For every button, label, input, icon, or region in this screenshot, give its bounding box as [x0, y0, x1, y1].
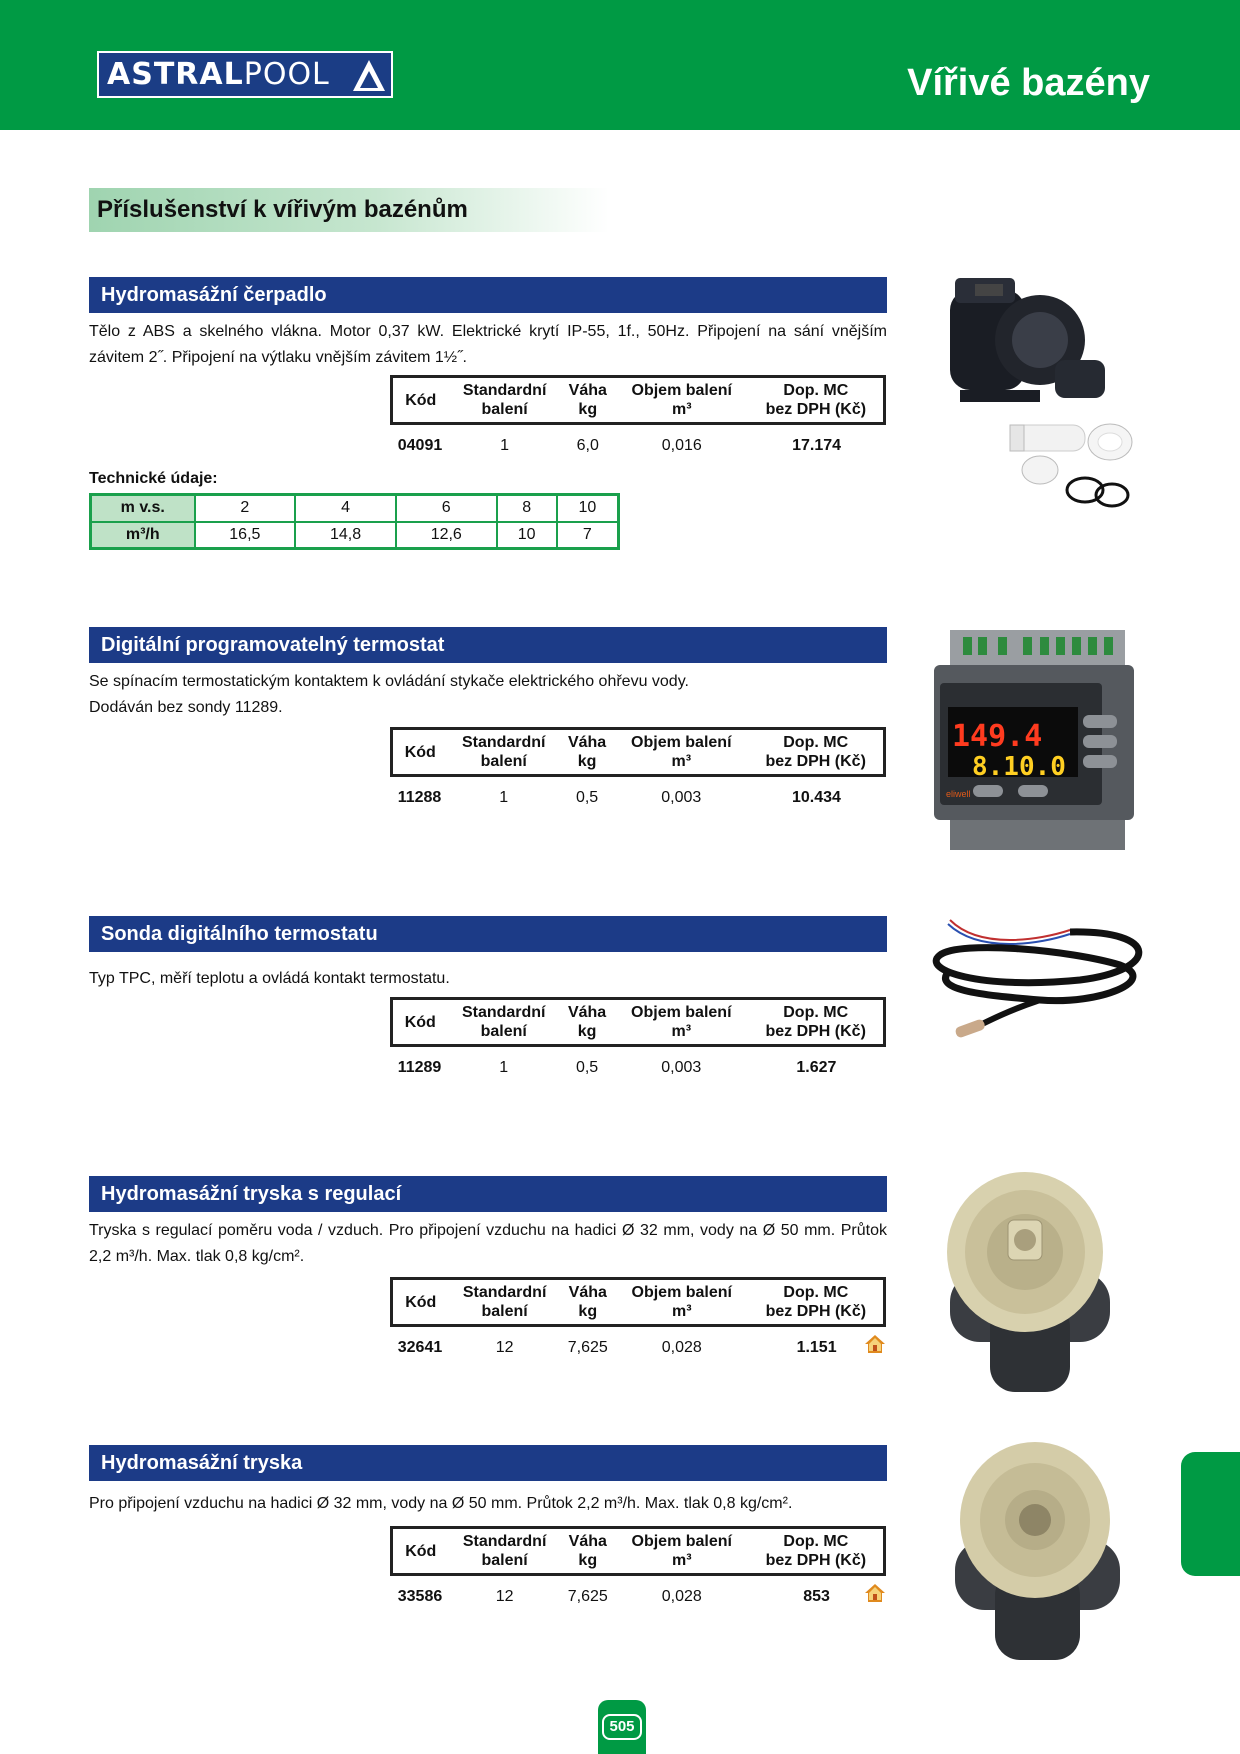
house-icon: [864, 1333, 886, 1355]
cell-packing: 12: [495, 1588, 514, 1605]
col-packing-l1: Standardní: [462, 382, 547, 399]
col-packing: [449, 1279, 561, 1326]
product-pump: [89, 277, 887, 454]
col-price-l1: Dop. MC: [783, 382, 849, 399]
col-packing-l2: balení: [481, 1552, 528, 1569]
table-row: [392, 1575, 885, 1607]
astralpool-logo: [97, 51, 393, 98]
col-price-l2: bez DPH (Kč): [765, 1303, 867, 1320]
tech-cell: 6: [396, 495, 497, 522]
logo-triangle-icon: [349, 55, 389, 95]
col-code: Kód: [392, 377, 449, 424]
col-packing-l1: Standardní: [461, 1004, 546, 1021]
tech-table: [89, 493, 620, 550]
tech-cell: 14,8: [295, 522, 396, 549]
cell-code: 04091: [397, 437, 443, 454]
col-packing-l1: Standardní: [462, 1284, 547, 1301]
col-weight-l1: Váha: [567, 734, 607, 751]
col-code: Kód: [392, 999, 448, 1046]
tech-row-label: m v.s.: [91, 495, 195, 522]
col-price: [748, 729, 884, 776]
tech-cell: 10: [497, 522, 557, 549]
col-price-l1: Dop. MC: [783, 734, 849, 751]
cell-volume: 0,003: [661, 1059, 702, 1076]
cell-volume: 0,028: [661, 1339, 702, 1356]
col-weight-l2: kg: [577, 753, 597, 770]
section-title: Příslušenství k vířivým bazénům: [97, 196, 468, 223]
col-volume-l1: Objem balení: [631, 1284, 732, 1301]
logo-text-light: POOL: [243, 57, 330, 92]
product-title: Digitální programovatelný termostat: [89, 627, 887, 663]
thermostat-image: [928, 625, 1143, 860]
side-tab: [1181, 1452, 1240, 1576]
cell-volume: 0,028: [661, 1588, 702, 1605]
cell-packing: 1: [499, 789, 509, 806]
product-description: Typ TPC, měří teplotu a ovládá kontakt termostatu.: [89, 970, 450, 987]
cell-weight: 6,0: [576, 437, 599, 454]
col-price-l2: bez DPH (Kč): [765, 401, 867, 418]
col-code: Kód: [392, 1279, 449, 1326]
col-volume: [615, 1279, 749, 1326]
product-jet: [89, 1445, 887, 1605]
display-bottom-value: 8.10.0: [972, 752, 1066, 782]
col-weight-l2: kg: [578, 1303, 598, 1320]
tech-cell: 16,5: [195, 522, 296, 549]
table-row: [392, 1046, 885, 1078]
col-packing: [448, 999, 560, 1046]
col-packing-l1: Standardní: [461, 734, 546, 751]
tech-cell: 4: [295, 495, 396, 522]
cell-price: 1.151: [796, 1339, 837, 1356]
page-number: 505: [602, 1714, 642, 1740]
product-description-2: Dodáván bez sondy 11289.: [89, 699, 283, 716]
col-price-l1: Dop. MC: [783, 1533, 849, 1550]
table-row: [91, 495, 619, 522]
cell-weight: 0,5: [575, 789, 599, 806]
col-weight-l1: Váha: [568, 382, 607, 399]
page-header: [0, 0, 1240, 130]
col-weight-l1: Váha: [568, 1284, 607, 1301]
product-description: Se spínacím termostatickým kontaktem k ovládání stykače elektrického ohřevu vody.: [89, 673, 689, 690]
cell-price: 1.627: [796, 1059, 837, 1076]
thermostat-brand-label: eliwell: [946, 789, 971, 799]
tech-cell: 8: [497, 495, 557, 522]
cell-price: 10.434: [791, 789, 841, 806]
tech-row-label: m³/h: [91, 522, 195, 549]
logo-text-bold: ASTRAL: [107, 57, 244, 92]
cell-weight: 0,5: [575, 1059, 599, 1076]
product-title: Hydromasážní tryska s regulací: [89, 1176, 887, 1212]
col-weight: [561, 377, 615, 424]
pump-image: [930, 270, 1150, 530]
col-price: [748, 999, 884, 1046]
spec-table: [390, 997, 886, 1077]
col-volume-l2: m³: [671, 1552, 692, 1569]
col-packing-l2: balení: [480, 1023, 527, 1040]
section-band: [89, 188, 609, 232]
col-packing: [448, 729, 560, 776]
col-volume-l1: Objem balení: [631, 734, 732, 751]
col-volume-l1: Objem balení: [631, 1533, 732, 1550]
col-volume-l2: m³: [671, 401, 692, 418]
table-row: [392, 1326, 885, 1358]
col-price-l1: Dop. MC: [783, 1004, 849, 1021]
cell-weight: 7,625: [567, 1588, 608, 1605]
col-weight: [560, 729, 614, 776]
col-price: [749, 1528, 885, 1575]
col-volume: [615, 1528, 749, 1575]
col-weight-l2: kg: [578, 401, 598, 418]
product-description: Tryska s regulací poměru voda / vzduch. Pro připojení vzduchu na hadici Ø 32 mm, vody na Ø 50 mm. Průtok 2,2 m³/h. Max. tlak 0,8 kg/cm².: [89, 1222, 887, 1265]
cell-volume: 0,003: [661, 789, 702, 806]
table-row: [392, 424, 885, 456]
col-volume: [614, 729, 748, 776]
col-packing-l2: balení: [480, 753, 527, 770]
col-price-l2: bez DPH (Kč): [765, 1023, 866, 1040]
tech-cell: 10: [557, 495, 619, 522]
header-title: Vířivé bazény: [907, 62, 1150, 104]
col-volume-l2: m³: [671, 753, 692, 770]
spec-table: [390, 1277, 886, 1357]
product-title: Hydromasážní čerpadlo: [89, 277, 887, 313]
col-weight-l2: kg: [577, 1023, 597, 1040]
col-packing-l2: balení: [481, 1303, 528, 1320]
col-price-l1: Dop. MC: [783, 1284, 849, 1301]
col-weight-l1: Váha: [568, 1533, 607, 1550]
product-jet-regulated: [89, 1176, 887, 1356]
col-volume-l2: m³: [671, 1023, 692, 1040]
col-volume-l1: Objem balení: [631, 1004, 732, 1021]
col-price-l2: bez DPH (Kč): [765, 753, 866, 770]
col-price: [749, 1279, 885, 1326]
col-volume: [614, 999, 748, 1046]
display-top-value: 149.4: [952, 719, 1043, 754]
col-weight: [560, 999, 614, 1046]
table-row: [91, 522, 619, 549]
col-packing: [449, 1528, 561, 1575]
cell-code: 32641: [397, 1339, 443, 1356]
col-weight-l2: kg: [578, 1552, 598, 1569]
cell-volume: 0,016: [661, 437, 702, 454]
cell-code: 11289: [397, 1059, 442, 1076]
cell-packing: 1: [500, 437, 510, 454]
cell-packing: 1: [499, 1059, 509, 1076]
jet-regulated-image: [930, 1172, 1130, 1402]
col-weight-l1: Váha: [567, 1004, 607, 1021]
house-icon: [864, 1582, 886, 1604]
cell-weight: 7,625: [567, 1339, 608, 1356]
col-weight: [561, 1279, 615, 1326]
col-volume-l2: m³: [671, 1303, 692, 1320]
col-volume: [615, 377, 749, 424]
cell-price: 853: [803, 1588, 830, 1605]
spec-table: [390, 727, 886, 807]
tech-label: Technické údaje:: [89, 470, 218, 487]
col-packing-l1: Standardní: [462, 1533, 547, 1550]
col-weight: [561, 1528, 615, 1575]
table-row: [392, 776, 885, 808]
col-code: Kód: [392, 729, 448, 776]
col-price: [749, 377, 885, 424]
col-packing: [449, 377, 561, 424]
product-title: Hydromasážní tryska: [89, 1445, 887, 1481]
cell-price: 17.174: [792, 437, 842, 454]
cell-code: 11288: [397, 789, 442, 806]
tech-cell: 2: [195, 495, 296, 522]
col-volume-l1: Objem balení: [631, 382, 732, 399]
col-price-l2: bez DPH (Kč): [765, 1552, 867, 1569]
jet-image: [940, 1440, 1140, 1670]
col-code: Kód: [392, 1528, 449, 1575]
cell-code: 33586: [397, 1588, 443, 1605]
product-thermostat: [89, 627, 887, 806]
page-number-box: [598, 1700, 646, 1754]
tech-cell: 12,6: [396, 522, 497, 549]
spec-table: [390, 375, 886, 455]
product-title: Sonda digitálního termostatu: [89, 916, 887, 952]
product-description: Pro připojení vzduchu na hadici Ø 32 mm, vody na Ø 50 mm. Průtok 2,2 m³/h. Max. tlak 0,8 kg/cm².: [89, 1495, 793, 1512]
spec-table: [390, 1526, 886, 1606]
col-packing-l2: balení: [481, 401, 528, 418]
tech-cell: 7: [557, 522, 619, 549]
probe-image: [920, 910, 1160, 1060]
product-description: Tělo z ABS a skelného vlákna. Motor 0,37 kW. Elektrické krytí IP-55, 1f., 50Hz. Připojení na sání vnějším závitem 2˝. Připojení na výtlaku vnějším závitem 1½˝.: [89, 323, 887, 366]
product-probe: [89, 916, 887, 1076]
cell-packing: 12: [495, 1339, 514, 1356]
